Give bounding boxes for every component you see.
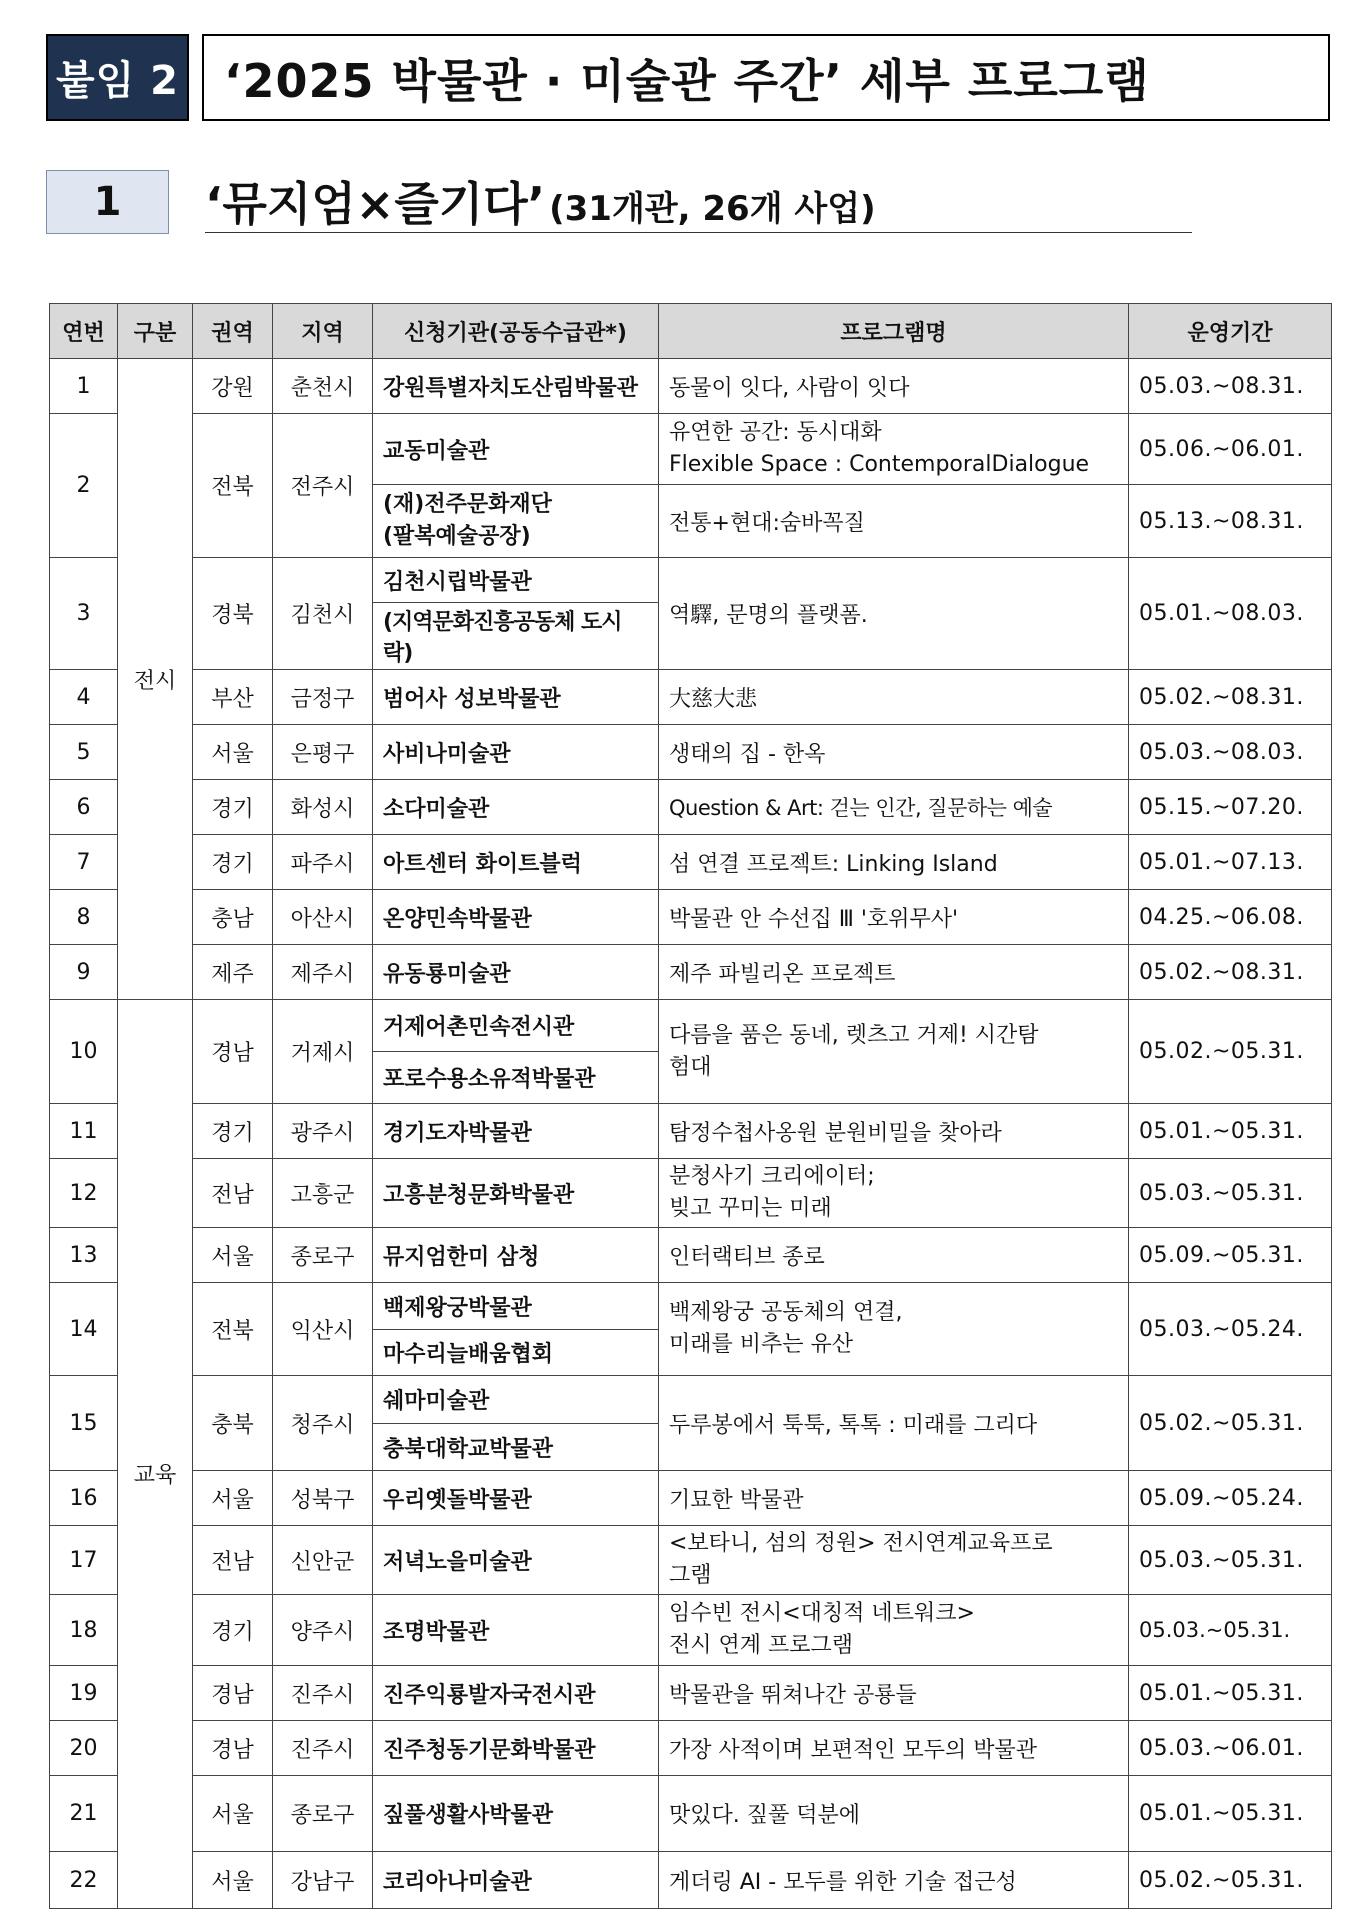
cell-no: 4 — [50, 670, 118, 725]
cell-city: 거제시 — [273, 1000, 373, 1104]
cell-region: 전북 — [193, 1283, 273, 1376]
cell-organization: 온양민속박물관 — [373, 890, 659, 945]
table-header-row — [50, 304, 1332, 359]
col-header-period: 운영기간 — [1129, 304, 1332, 359]
cell-period: 05.03.~05.31. — [1129, 1526, 1332, 1595]
col-header-city: 지역 — [273, 304, 373, 359]
cell-organization: 고흥분청문화박물관 — [373, 1159, 659, 1228]
program-line: 험대 — [669, 1054, 712, 1080]
cell-no: 13 — [50, 1228, 118, 1283]
table-row — [50, 835, 1332, 890]
cell-city: 춘천시 — [273, 359, 373, 414]
cell-city: 은평구 — [273, 725, 373, 780]
cell-city: 익산시 — [273, 1283, 373, 1376]
section-title-sub: (31개관, 26개 사업) — [549, 189, 876, 229]
table-row — [50, 725, 1332, 780]
cell-organization: 쉐마미술관 — [373, 1376, 659, 1424]
cell-region: 충남 — [193, 890, 273, 945]
cell-program: 大慈大悲 — [659, 670, 1129, 725]
program-line: Flexible Space : ContemporalDialogue — [669, 452, 1090, 477]
cell-city: 종로구 — [273, 1228, 373, 1283]
cell-program: 박물관 안 수선집 Ⅲ '호위무사' — [659, 890, 1129, 945]
cell-organization: 우리옛돌박물관 — [373, 1471, 659, 1526]
program-line: 미래를 비추는 유산 — [669, 1332, 854, 1357]
table-row — [50, 670, 1332, 725]
table-row — [50, 1159, 1332, 1228]
col-header-region: 권역 — [193, 304, 273, 359]
cell-region: 경기 — [193, 1595, 273, 1666]
cell-program: 기묘한 박물관 — [659, 1471, 1129, 1526]
cell-no: 15 — [50, 1376, 118, 1471]
table-row — [50, 1471, 1332, 1526]
cell-period: 05.06.~06.01. — [1129, 414, 1332, 485]
cell-period: 05.03.~08.31. — [1129, 359, 1332, 414]
cell-region: 경기 — [193, 1104, 273, 1159]
cell-period: 05.03.~05.31. — [1129, 1595, 1332, 1666]
cell-program — [659, 1526, 1129, 1595]
cell-city: 화성시 — [273, 780, 373, 835]
cell-program: 맛있다. 짚풀 덕분에 — [659, 1776, 1129, 1852]
cell-organization: 코리아나미술관 — [373, 1852, 659, 1909]
cell-no: 22 — [50, 1852, 118, 1909]
cell-period: 05.03.~08.03. — [1129, 725, 1332, 780]
program-line: 임수빈 전시<대칭적 네트워크> — [669, 1601, 975, 1627]
table-row — [50, 1852, 1332, 1909]
cell-program — [659, 1595, 1129, 1666]
cell-program — [659, 414, 1129, 485]
section-title-main: ‘뮤지엄×즐기다’ — [205, 177, 546, 231]
table-row — [50, 945, 1332, 1000]
cell-no: 16 — [50, 1471, 118, 1526]
cell-period: 05.01.~08.03. — [1129, 558, 1332, 670]
col-header-program: 프로그램명 — [659, 304, 1129, 359]
cell-program: 박물관을 뛰쳐나간 공룡들 — [659, 1666, 1129, 1721]
program-line: 유연한 공간: 동시대화 — [669, 420, 882, 446]
program-line: 백제왕궁 공동체의 연결, — [669, 1300, 903, 1326]
table-row — [50, 414, 1332, 485]
cell-city: 청주시 — [273, 1376, 373, 1471]
cell-program: 게더링 AI - 모두를 위한 기술 접근성 — [659, 1852, 1129, 1909]
cell-organization: 포로수용소유적박물관 — [373, 1052, 659, 1104]
cell-program: 탐정수첩사옹원 분원비밀을 찾아라 — [659, 1104, 1129, 1159]
category-education: 교육 — [118, 1000, 193, 1909]
cell-program — [659, 1283, 1129, 1376]
cell-program: 섬 연결 프로젝트: Linking Island — [659, 835, 1129, 890]
cell-city: 제주시 — [273, 945, 373, 1000]
cell-city: 광주시 — [273, 1104, 373, 1159]
page-title: ‘2025 박물관 · 미술관 주간’ 세부 프로그램 — [202, 34, 1330, 121]
cell-no: 20 — [50, 1721, 118, 1776]
cell-region: 서울 — [193, 1471, 273, 1526]
cell-period: 05.02.~05.31. — [1129, 1376, 1332, 1471]
cell-city: 고흥군 — [273, 1159, 373, 1228]
cell-period: 05.13.~08.31. — [1129, 485, 1332, 558]
program-line: 전시 연계 프로그램 — [669, 1633, 854, 1658]
cell-city: 아산시 — [273, 890, 373, 945]
cell-no: 14 — [50, 1283, 118, 1376]
cell-city: 성북구 — [273, 1471, 373, 1526]
cell-organization: 거제어촌민속전시관 — [373, 1000, 659, 1052]
cell-program: 인터랙티브 종로 — [659, 1228, 1129, 1283]
cell-period: 05.01.~05.31. — [1129, 1776, 1332, 1852]
cell-period: 05.02.~05.31. — [1129, 1000, 1332, 1104]
cell-organization: 범어사 성보박물관 — [373, 670, 659, 725]
cell-city: 신안군 — [273, 1526, 373, 1595]
col-header-organization: 신청기관(공동수급관*) — [373, 304, 659, 359]
table-row — [50, 780, 1332, 835]
cell-period: 05.03.~05.31. — [1129, 1159, 1332, 1228]
cell-region: 경남 — [193, 1000, 273, 1104]
program-line: 그램 — [669, 1563, 712, 1588]
table-row — [50, 1526, 1332, 1595]
program-line: 다름을 품은 동네, 렛츠고 거제! 시간탐 — [669, 1022, 1039, 1048]
category-exhibition: 전시 — [118, 359, 193, 1000]
cell-region: 강원 — [193, 359, 273, 414]
table-row — [50, 359, 1332, 414]
cell-period: 05.01.~07.13. — [1129, 835, 1332, 890]
cell-period: 05.01.~05.31. — [1129, 1666, 1332, 1721]
cell-no: 6 — [50, 780, 118, 835]
cell-period: 05.09.~05.31. — [1129, 1228, 1332, 1283]
cell-organization: 진주익룡발자국전시관 — [373, 1666, 659, 1721]
cell-organization: 소다미술관 — [373, 780, 659, 835]
col-header-category: 구분 — [118, 304, 193, 359]
cell-organization: 유동룡미술관 — [373, 945, 659, 1000]
cell-city: 금정구 — [273, 670, 373, 725]
table-row — [50, 890, 1332, 945]
cell-city: 종로구 — [273, 1776, 373, 1852]
table-row — [50, 1721, 1332, 1776]
cell-program: Question & Art: 걷는 인간, 질문하는 예술 — [659, 780, 1129, 835]
section-title — [205, 168, 876, 230]
cell-period: 05.03.~06.01. — [1129, 1721, 1332, 1776]
cell-no: 8 — [50, 890, 118, 945]
cell-city: 양주시 — [273, 1595, 373, 1666]
cell-organization: 진주청동기문화박물관 — [373, 1721, 659, 1776]
cell-region: 전남 — [193, 1526, 273, 1595]
cell-region: 부산 — [193, 670, 273, 725]
cell-city: 파주시 — [273, 835, 373, 890]
cell-program: 두루봉에서 툭툭, 톡톡 : 미래를 그리다 — [659, 1376, 1129, 1471]
section-number: 1 — [46, 170, 169, 234]
cell-organization: 짚풀생활사박물관 — [373, 1776, 659, 1852]
cell-no: 10 — [50, 1000, 118, 1104]
cell-organization: 마수리늘배움협회 — [373, 1330, 659, 1376]
section-underline — [205, 232, 1192, 233]
org-line: (재)전주문화재단 — [383, 492, 552, 518]
cell-organization: 아트센터 화이트블럭 — [373, 835, 659, 890]
cell-organization: 뮤지엄한미 삼청 — [373, 1228, 659, 1283]
cell-no: 18 — [50, 1595, 118, 1666]
cell-city: 강남구 — [273, 1852, 373, 1909]
cell-region: 전남 — [193, 1159, 273, 1228]
program-line: 분청사기 크리에이터; — [669, 1164, 875, 1190]
cell-program — [659, 1159, 1129, 1228]
cell-region: 제주 — [193, 945, 273, 1000]
cell-city: 전주시 — [273, 414, 373, 558]
cell-organization: 경기도자박물관 — [373, 1104, 659, 1159]
cell-region: 서울 — [193, 1852, 273, 1909]
cell-no: 11 — [50, 1104, 118, 1159]
cell-no: 9 — [50, 945, 118, 1000]
cell-period: 05.02.~08.31. — [1129, 945, 1332, 1000]
table-row — [50, 1104, 1332, 1159]
cell-organization: 강원특별자치도산림박물관 — [373, 359, 659, 414]
org-line: (팔복예술공장) — [383, 524, 531, 549]
cell-no: 7 — [50, 835, 118, 890]
cell-region: 경남 — [193, 1721, 273, 1776]
cell-organization: 백제왕궁박물관 — [373, 1283, 659, 1330]
cell-city: 김천시 — [273, 558, 373, 670]
cell-no: 5 — [50, 725, 118, 780]
table-row — [50, 1666, 1332, 1721]
cell-period: 05.15.~07.20. — [1129, 780, 1332, 835]
cell-organization — [373, 485, 659, 558]
cell-organization: (지역문화진흥공동체 도시락) — [373, 603, 659, 670]
cell-region: 경기 — [193, 835, 273, 890]
program-line: 빚고 꾸미는 미래 — [669, 1196, 832, 1221]
table-row — [50, 1000, 1332, 1052]
cell-program — [659, 1000, 1129, 1104]
cell-no: 3 — [50, 558, 118, 670]
cell-program: 역驛, 문명의 플랫폼. — [659, 558, 1129, 670]
cell-organization: 조명박물관 — [373, 1595, 659, 1666]
cell-region: 경남 — [193, 1666, 273, 1721]
cell-region: 경기 — [193, 780, 273, 835]
cell-no: 19 — [50, 1666, 118, 1721]
cell-organization: 사비나미술관 — [373, 725, 659, 780]
cell-period: 05.02.~05.31. — [1129, 1852, 1332, 1909]
cell-no: 2 — [50, 414, 118, 558]
cell-no: 21 — [50, 1776, 118, 1852]
cell-program: 전통+현대:숨바꼭질 — [659, 485, 1129, 558]
cell-program: 동물이 잇다, 사람이 잇다 — [659, 359, 1129, 414]
cell-program: 생태의 집 - 한옥 — [659, 725, 1129, 780]
cell-organization: 교동미술관 — [373, 414, 659, 485]
cell-city: 진주시 — [273, 1721, 373, 1776]
program-table — [49, 303, 1332, 1909]
cell-region: 서울 — [193, 1228, 273, 1283]
cell-period: 05.01.~05.31. — [1129, 1104, 1332, 1159]
col-header-no: 연번 — [50, 304, 118, 359]
table-row — [50, 1776, 1332, 1852]
cell-region: 서울 — [193, 725, 273, 780]
cell-period: 05.03.~05.24. — [1129, 1283, 1332, 1376]
cell-region: 경북 — [193, 558, 273, 670]
table-row — [50, 1228, 1332, 1283]
cell-organization: 김천시립박물관 — [373, 558, 659, 603]
cell-no: 12 — [50, 1159, 118, 1228]
cell-program: 제주 파빌리온 프로젝트 — [659, 945, 1129, 1000]
table-row — [50, 558, 1332, 603]
cell-region: 충북 — [193, 1376, 273, 1471]
attachment-badge: 붙임 2 — [46, 34, 189, 121]
cell-organization: 저녁노을미술관 — [373, 1526, 659, 1595]
table-row — [50, 1376, 1332, 1424]
cell-organization: 충북대학교박물관 — [373, 1424, 659, 1471]
cell-city: 진주시 — [273, 1666, 373, 1721]
cell-program: 가장 사적이며 보편적인 모두의 박물관 — [659, 1721, 1129, 1776]
cell-period: 05.02.~08.31. — [1129, 670, 1332, 725]
table-row — [50, 1283, 1332, 1330]
cell-period: 05.09.~05.24. — [1129, 1471, 1332, 1526]
table-row — [50, 1595, 1332, 1666]
cell-region: 서울 — [193, 1776, 273, 1852]
cell-region: 전북 — [193, 414, 273, 558]
cell-no: 17 — [50, 1526, 118, 1595]
cell-period: 04.25.~06.08. — [1129, 890, 1332, 945]
program-line: <보타니, 섬의 정원> 전시연계교육프로 — [669, 1531, 1053, 1557]
cell-no: 1 — [50, 359, 118, 414]
